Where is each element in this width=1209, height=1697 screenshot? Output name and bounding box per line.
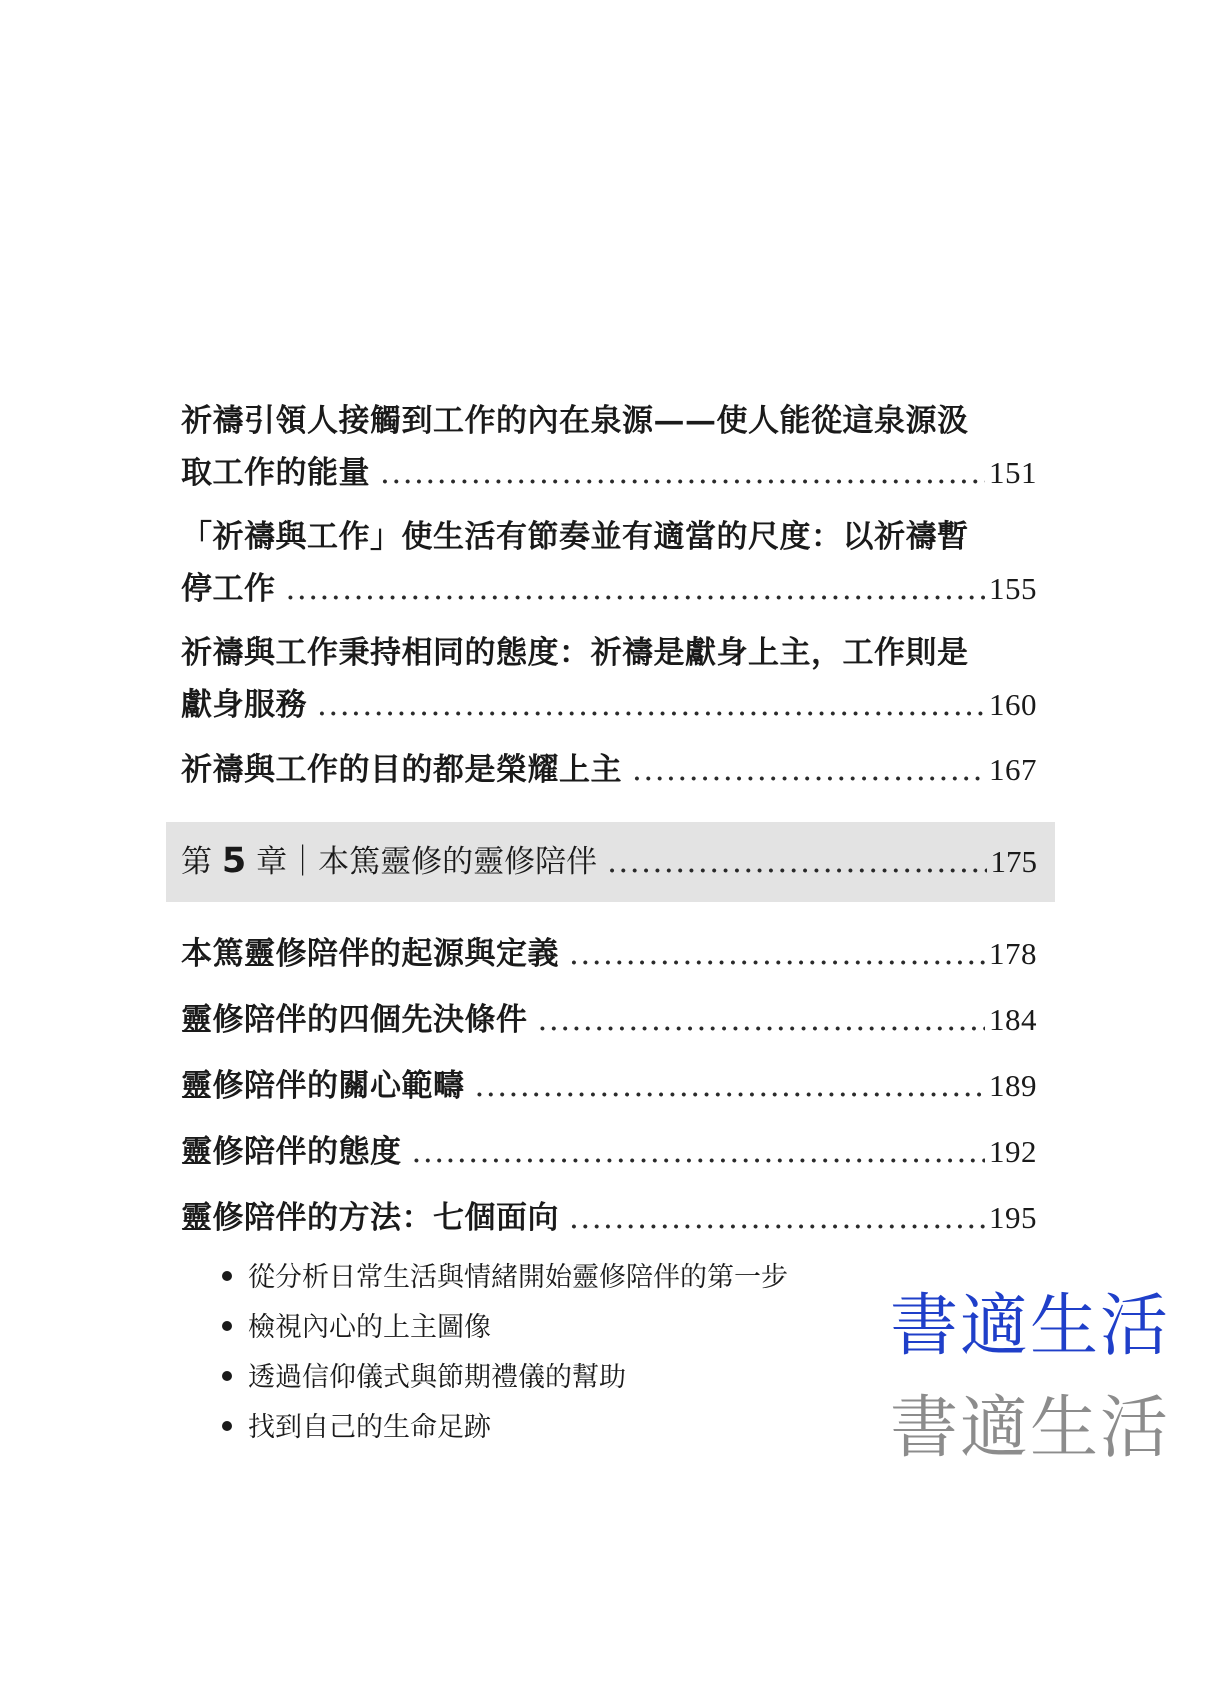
dot-leader [632,744,985,796]
chapter-heading[interactable] [166,822,1055,902]
toc-entry[interactable] [181,928,1037,980]
toc-page-number: 192 [989,1134,1037,1169]
dot-leader [569,928,985,980]
bullet-icon [222,1371,232,1381]
toc-entry-title: 靈修陪伴的態度 [181,1134,402,1170]
toc-entry[interactable] [181,1126,1037,1178]
dot-leader [607,844,986,880]
bullet-item[interactable] [222,1353,788,1403]
bullet-text: 找到自己的生命足跡 [248,1412,491,1443]
toc-entry[interactable] [181,511,1037,615]
dot-leader [317,679,985,731]
chapter-number: 5 [221,841,247,881]
toc-entry[interactable] [181,395,1037,499]
bullet-text: 透過信仰儀式與節期禮儀的幫助 [248,1362,626,1393]
chapter-suffix: 章｜本篤靈修的靈修陪伴 [256,844,598,880]
bullet-item[interactable] [222,1403,788,1453]
chapter-title [181,836,597,881]
bullet-list [222,1253,788,1453]
toc-entry[interactable] [181,1192,1037,1244]
bullet-item[interactable] [222,1303,788,1353]
toc-entry[interactable] [181,994,1037,1046]
toc-entry-title: 靈修陪伴的方法：七個面向 [181,1200,559,1236]
watermark-gray: 書適生活 [890,1389,1171,1468]
toc-entry-title-line2: 停工作 [181,571,276,607]
bullet-item[interactable] [222,1253,788,1303]
toc-page-number: 195 [989,1200,1037,1235]
toc-entry[interactable] [181,1060,1037,1112]
chapter-page-number: 175 [990,844,1037,879]
toc-entry-title: 祈禱與工作的目的都是榮耀上主 [181,752,622,788]
toc-entry-title-line1: 祈禱引領人接觸到工作的內在泉源——使人能從這泉源汲 [181,403,969,439]
dot-leader [475,1060,986,1112]
dot-leader [569,1192,985,1244]
toc-entry[interactable] [181,744,1037,796]
bullet-icon [222,1321,232,1331]
chapter-prefix: 第 [181,844,212,880]
toc-page-number: 184 [989,1002,1037,1037]
toc-entry-title: 靈修陪伴的四個先決條件 [181,1002,528,1038]
bullet-icon [222,1421,232,1431]
toc-page-number: 178 [989,936,1037,971]
toc-entry-title: 本篤靈修陪伴的起源與定義 [181,936,559,972]
bullet-text: 檢視內心的上主圖像 [248,1312,491,1343]
dot-leader [380,447,985,499]
toc-page-number: 189 [989,1068,1037,1103]
toc-page-number: 151 [989,455,1037,490]
toc-page-number: 160 [989,687,1037,722]
toc-page-number: 167 [989,752,1037,787]
bullet-icon [222,1271,232,1281]
toc-entry-title-line2: 取工作的能量 [181,455,370,491]
toc-entry-title-line1: 「祈禱與工作」使生活有節奏並有適當的尺度：以祈禱暫 [181,519,969,555]
dot-leader [538,994,986,1046]
toc-entry-title-line2: 獻身服務 [181,687,307,723]
dot-leader [412,1126,986,1178]
toc-entry[interactable] [181,627,1037,731]
watermark-blue: 書適生活 [890,1287,1171,1366]
bullet-text: 從分析日常生活與情緒開始靈修陪伴的第一步 [248,1262,788,1293]
toc-entry-title-line1: 祈禱與工作秉持相同的態度：祈禱是獻身上主，工作則是 [181,635,969,671]
toc-entry-title: 靈修陪伴的關心範疇 [181,1068,465,1104]
dot-leader [286,563,986,615]
toc-page-number: 155 [989,571,1037,606]
